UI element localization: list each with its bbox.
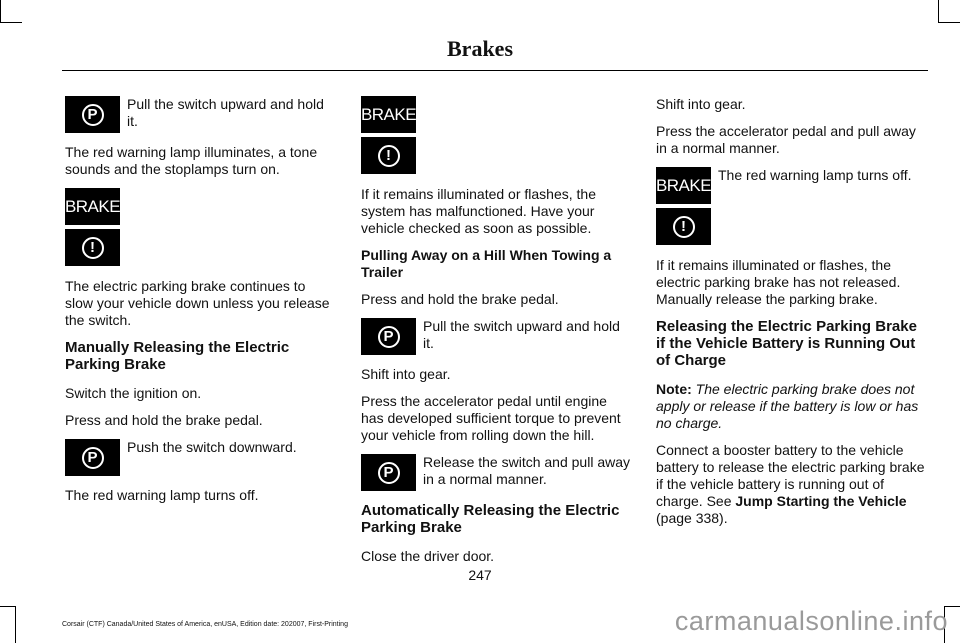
instruction-row <box>65 96 337 133</box>
exclamation-warning-icon: ! <box>361 137 416 174</box>
instruction-text: Release the switch and pull away in a normal manner. <box>423 454 631 487</box>
brake-warning-icon: BRAKE <box>656 167 711 204</box>
parking-brake-icon: P <box>361 318 416 355</box>
paragraph <box>656 442 928 527</box>
watermark: carmanualsonline.info <box>674 606 948 636</box>
brake-warning-icon: BRAKE <box>361 96 416 133</box>
crop-mark <box>15 606 16 643</box>
paragraph: The red warning lamp illuminates, a tone sounds and the stoplamps turn on. <box>65 144 318 177</box>
instruction-row <box>65 439 337 476</box>
paragraph: Close the driver door. <box>361 548 495 564</box>
page-reference: (page 338). <box>656 510 728 526</box>
exclamation-warning-icon: ! <box>65 229 120 266</box>
instruction-text: Pull the switch upward and hold it. <box>127 96 324 129</box>
paragraph: Press and hold the brake pedal. <box>361 291 559 307</box>
instruction-text: Pull the switch upward and hold it. <box>423 318 620 351</box>
cross-reference-link[interactable]: Jump Starting the Vehicle <box>735 493 907 509</box>
parking-brake-icon: P <box>361 454 416 491</box>
paragraph: The electric parking brake continues to slow your vehicle down unless you release the switch. <box>65 278 330 328</box>
instruction-row <box>656 167 928 204</box>
section-heading: Manually Releasing the Electric Parking Brake <box>65 339 290 373</box>
paragraph: Shift into gear. <box>656 96 746 112</box>
paragraph: The red warning lamp turns off. <box>65 487 259 503</box>
page-number: 247 <box>468 567 492 583</box>
instruction-text: The red warning lamp turns off. <box>718 167 912 183</box>
crop-mark <box>0 0 1 22</box>
parking-brake-icon: P <box>65 439 120 476</box>
header-divider <box>62 70 928 71</box>
note-label: Note: <box>656 381 692 397</box>
section-heading: Automatically Releasing the Electric Parking Brake <box>361 502 620 536</box>
page-title: Brakes <box>447 36 513 61</box>
instruction-row <box>361 454 633 491</box>
paragraph: Press the accelerator pedal until engine has developed sufficient torque to prevent your vehicle from rolling down the hill. <box>361 393 621 443</box>
paragraph: If it remains illuminated or flashes, the electric parking brake has not released. Manually release the parking brake. <box>656 257 901 307</box>
crop-mark <box>938 22 960 23</box>
paragraph: Switch the ignition on. <box>65 385 202 401</box>
section-heading: Pulling Away on a Hill When Towing a Trailer <box>361 247 612 280</box>
paragraph: If it remains illuminated or flashes, the system has malfunctioned. Have your vehicle checked as soon as possible. <box>361 186 596 236</box>
brake-warning-icon: BRAKE <box>65 188 120 225</box>
instruction-row <box>361 318 633 355</box>
crop-mark <box>0 22 22 23</box>
edition-footer: Corsair (CTF) Canada/United States of America, enUSA, Edition date: 202007, First-Printing <box>62 621 348 628</box>
instruction-text: Push the switch downward. <box>127 439 297 455</box>
paragraph: Shift into gear. <box>361 366 451 382</box>
icon-group <box>361 96 633 174</box>
note-body: The electric parking brake does not apply or release if the battery is low or has no charge. <box>656 381 919 431</box>
crop-mark <box>0 606 16 607</box>
crop-mark <box>938 0 939 22</box>
icon-group <box>65 188 337 266</box>
note <box>656 381 928 432</box>
section-heading: Releasing the Electric Parking Brake if the Vehicle Battery is Running Out of Charge <box>656 318 917 369</box>
paragraph: Press the accelerator pedal and pull away in a normal manner. <box>656 123 916 156</box>
exclamation-warning-icon: ! <box>656 208 711 245</box>
column-1 <box>65 96 337 514</box>
paragraph: Press and hold the brake pedal. <box>65 412 263 428</box>
paragraph-text: Connect a booster battery to the vehicle battery to release the electric parking brake if the vehicle battery is running out of charge. See <box>656 442 925 509</box>
parking-brake-icon: P <box>65 96 120 133</box>
icon-group <box>656 208 928 245</box>
column-2 <box>361 96 633 575</box>
column-3 <box>656 96 928 537</box>
